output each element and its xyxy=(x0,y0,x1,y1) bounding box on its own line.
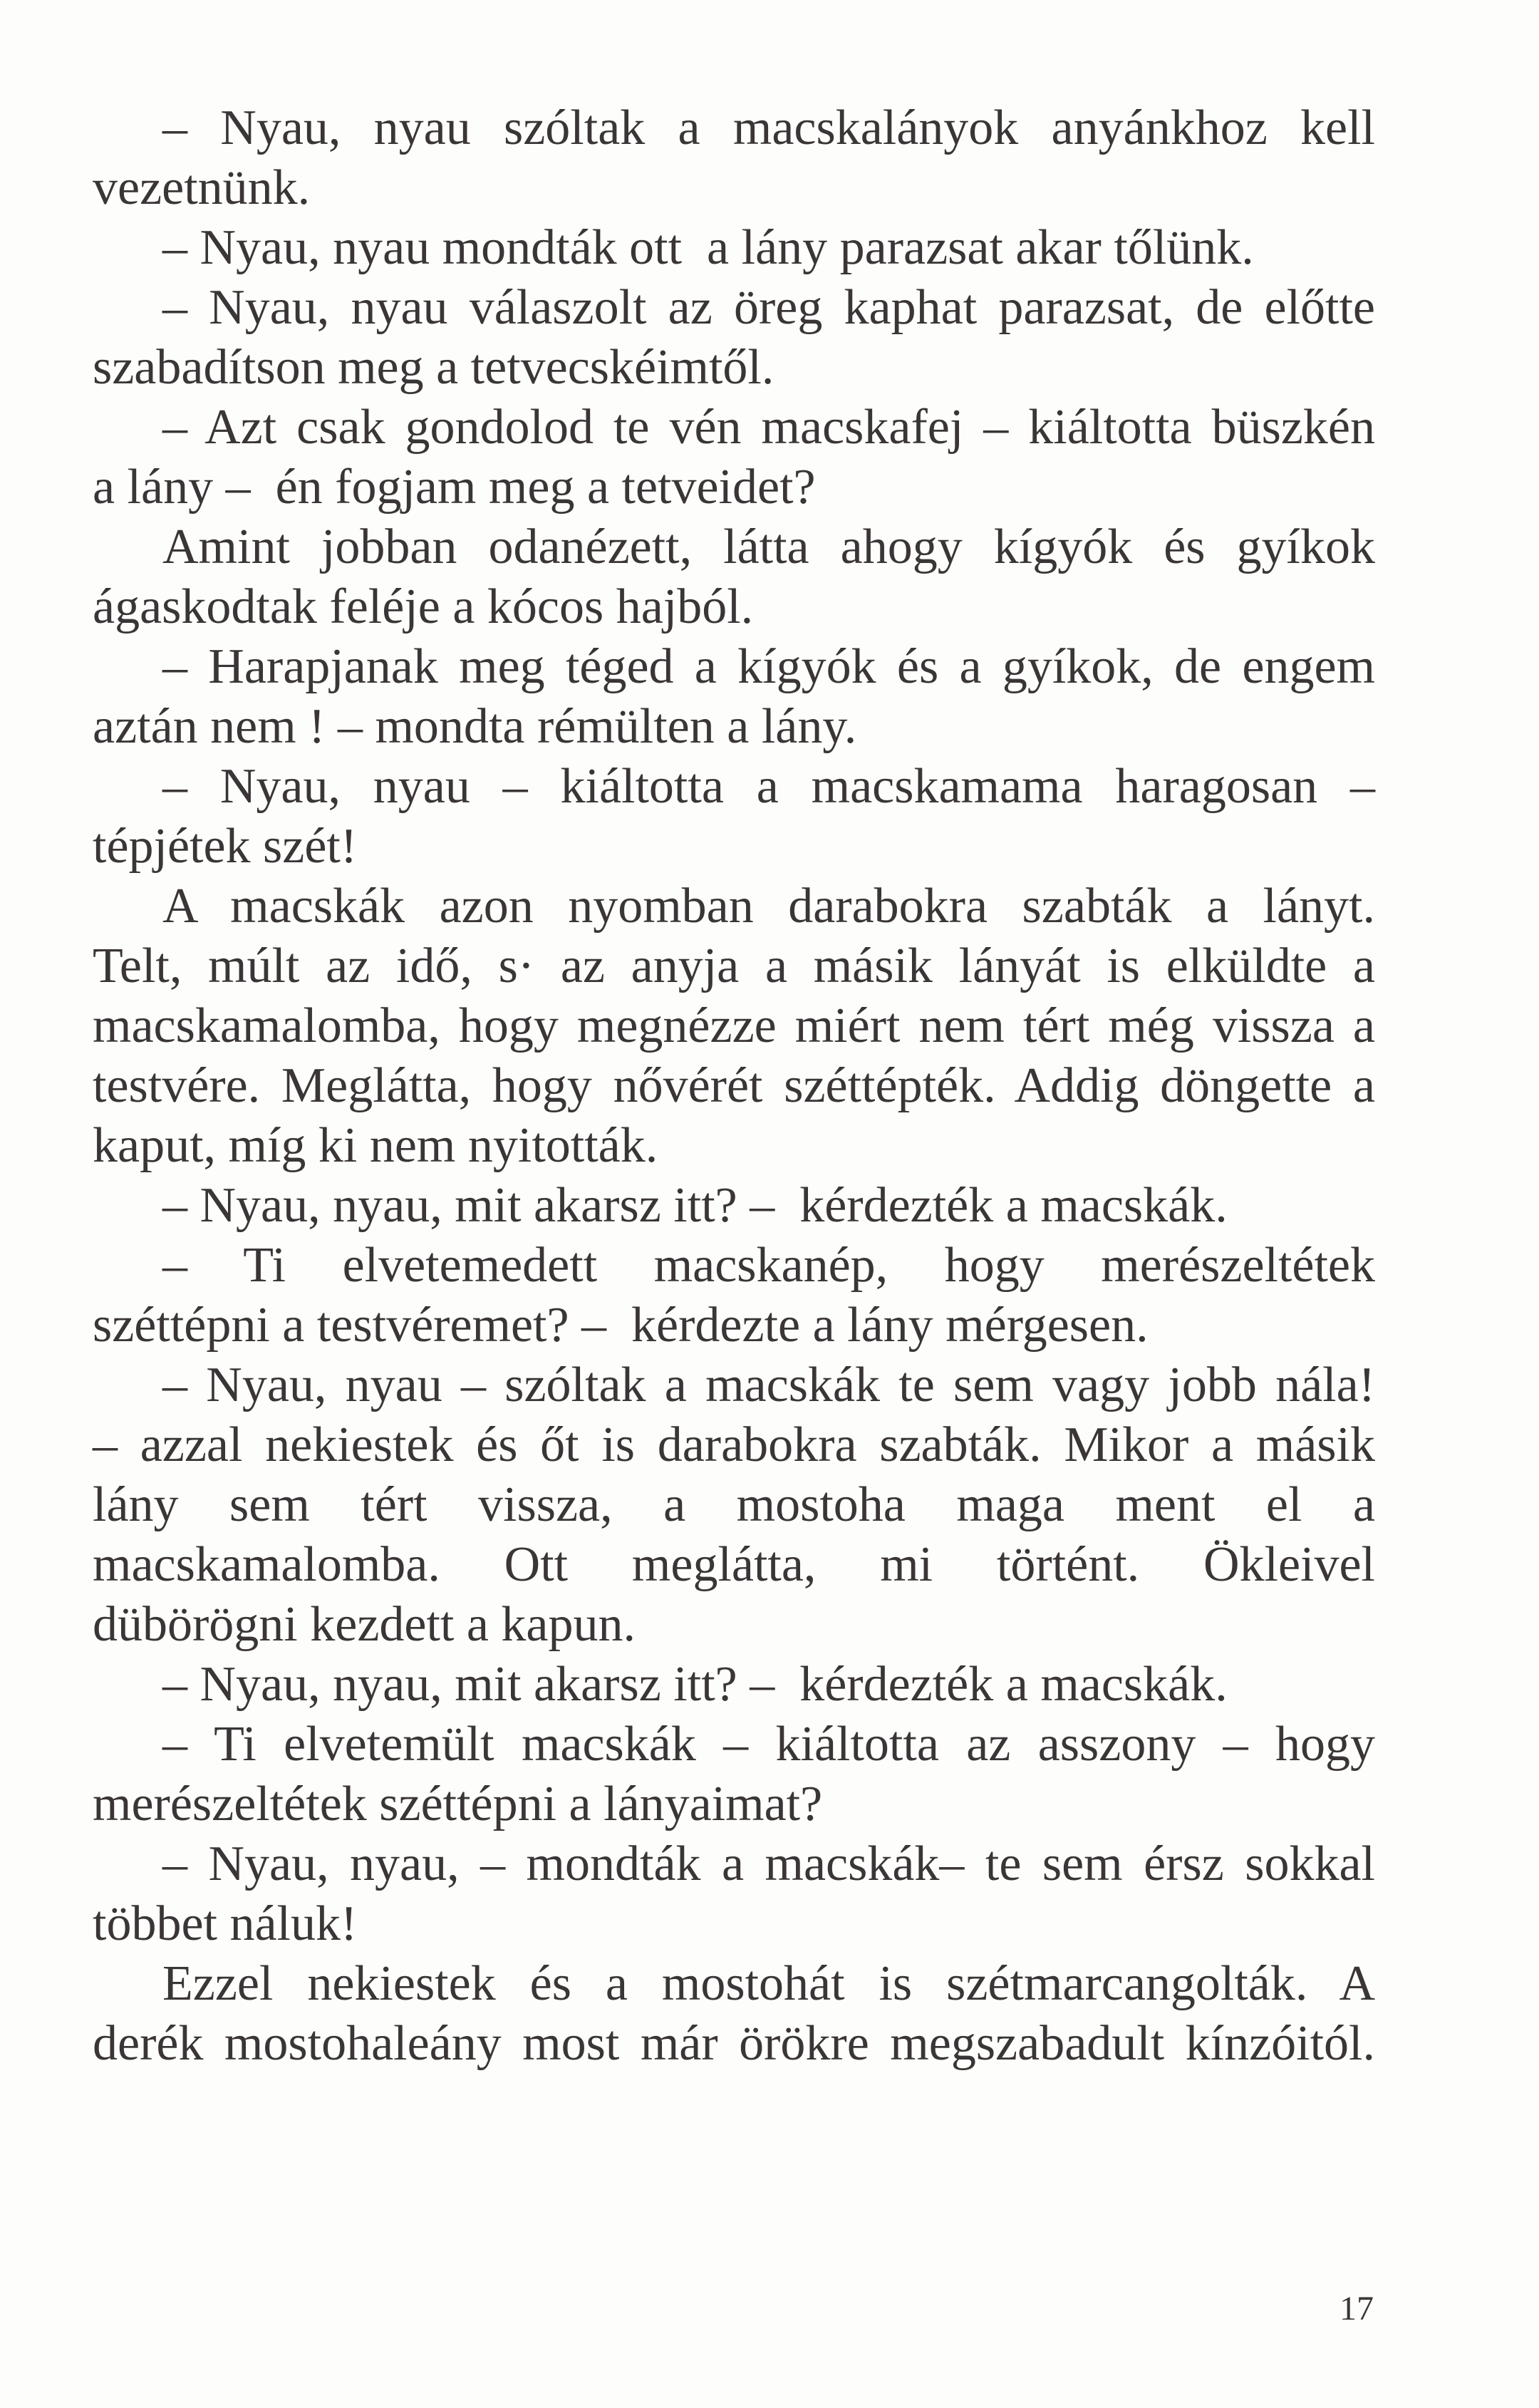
text-line: macskamalomba. Ott meglátta, mi történt. Ökleivel xyxy=(93,1537,1375,1592)
text-line: derék mostohaleány most már örökre megszabadult kínzóitól. xyxy=(93,2016,1375,2071)
text-line: a lány – én fogjam meg a tetveidet? xyxy=(93,460,816,515)
text-line: Telt, múlt az idő, s· az anyja a másik lányát is elküldte a xyxy=(93,939,1375,993)
text-line: – Nyau, nyau, mit akarsz itt? – kérdezték a macskák. xyxy=(162,1657,1228,1712)
text-line: vezetnünk. xyxy=(93,160,311,215)
text-line: – Nyau, nyau szóltak a macskalányok anyánkhoz kell xyxy=(162,100,1375,155)
text-line: kaput, míg ki nem nyitották. xyxy=(93,1118,658,1173)
text-line: ágaskodtak feléje a kócos hajból. xyxy=(93,579,754,634)
text-line: – Azt csak gondolod te vén macskafej – kiáltotta büszkén xyxy=(162,400,1375,455)
text-line: – Nyau, nyau válaszolt az öreg kaphat parazsat, de előtte xyxy=(162,280,1375,335)
text-line: lány sem tért vissza, a mostoha maga ment el a xyxy=(93,1477,1375,1532)
text-line: – Nyau, nyau – szóltak a macskák te sem vagy jobb nála! xyxy=(162,1358,1375,1412)
text-line: többet náluk! xyxy=(93,1896,358,1951)
text-line: szabadítson meg a tetvecskéimtől. xyxy=(93,340,774,395)
text-line: Ezzel nekiestek és a mostohát is szétmarcangolták. A xyxy=(162,1956,1375,2011)
text-line: tépjétek szét! xyxy=(93,819,358,874)
text-line: aztán nem ! – mondta rémülten a lány. xyxy=(93,699,857,754)
text-line: széttépni a testvéremet? – kérdezte a lány mérgesen. xyxy=(93,1298,1149,1353)
text-line: – Nyau, nyau – kiáltotta a macskamama haragosan – xyxy=(162,759,1375,814)
text-line: – Ti elvetemült macskák – kiáltotta az asszony – hogy xyxy=(162,1717,1375,1772)
text-line: – Ti elvetemedett macskanép, hogy merészeltétek xyxy=(162,1238,1375,1293)
text-line: macskamalomba, hogy megnézze miért nem tért még vissza a xyxy=(93,998,1375,1053)
page-number: 17 xyxy=(1340,2290,1374,2327)
text-line: – Harapjanak meg téged a kígyók és a gyíkok, de engem xyxy=(162,639,1375,694)
text-line: – Nyau, nyau mondták ott a lány parazsat akar tőlünk. xyxy=(162,220,1254,275)
text-line: testvére. Meglátta, hogy nővérét széttépték. Addig döngette a xyxy=(93,1058,1375,1113)
text-line: dübörögni kezdett a kapun. xyxy=(93,1597,636,1652)
page-body-text xyxy=(93,98,1375,2074)
text-line: merészeltétek széttépni a lányaimat? xyxy=(93,1777,823,1831)
text-line: – azzal nekiestek és őt is darabokra szabták. Mikor a másik xyxy=(93,1417,1375,1472)
text-line: A macskák azon nyomban darabokra szabták a lányt. xyxy=(162,879,1375,934)
text-line: Amint jobban odanézett, látta ahogy kígyók és gyíkok xyxy=(162,520,1375,574)
text-line: – Nyau, nyau, – mondták a macskák– te sem érsz sokkal xyxy=(162,1836,1375,1891)
text-line: – Nyau, nyau, mit akarsz itt? – kérdezték a macskák. xyxy=(162,1178,1228,1233)
